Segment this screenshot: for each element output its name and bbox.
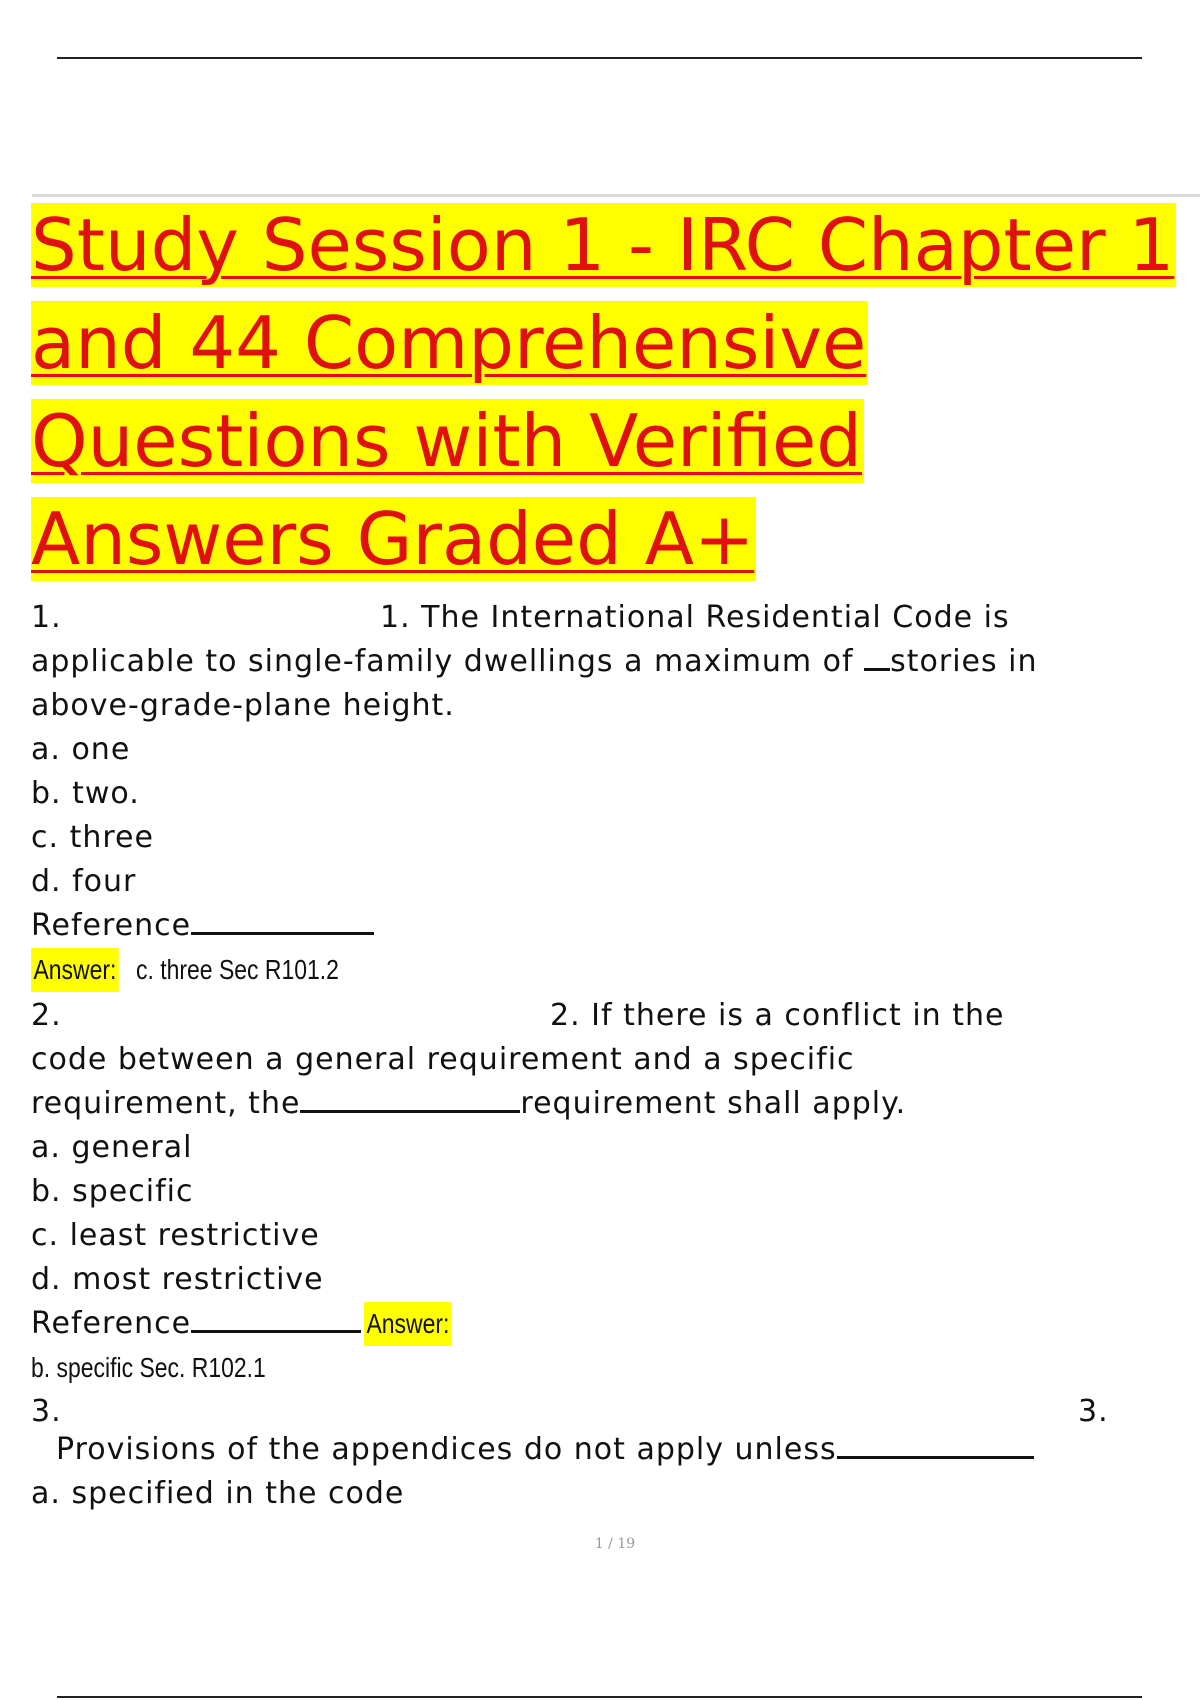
question-2-lead: 2. If there is a conflict in the bbox=[550, 998, 1005, 1033]
answer-blank bbox=[837, 1430, 1034, 1459]
title-line-1: Study Session 1 - IRC Chapter 1 bbox=[31, 203, 1175, 287]
title-line-2: and 44 Comprehensive bbox=[31, 301, 867, 385]
top-rule bbox=[57, 57, 1142, 59]
question-1-answer bbox=[31, 948, 384, 992]
question-3-number: 3. bbox=[31, 1394, 62, 1429]
reference-blank bbox=[191, 906, 374, 935]
question-1-option-c: c. three bbox=[31, 820, 154, 855]
question-1-lead: 1. The International Residential Code is bbox=[380, 600, 1010, 635]
answer-label: Answer: bbox=[31, 948, 119, 992]
document-title bbox=[31, 200, 1191, 592]
question-2-answer bbox=[31, 1346, 317, 1390]
question-2-option-b: b. specific bbox=[31, 1174, 194, 1209]
question-2-option-a: a. general bbox=[31, 1130, 193, 1165]
reference-blank bbox=[191, 1304, 361, 1333]
question-1-reference: Reference bbox=[31, 904, 374, 948]
question-1-option-b: b. two. bbox=[31, 776, 140, 811]
question-1-number: 1. bbox=[31, 600, 62, 635]
question-2-number: 2. bbox=[31, 998, 62, 1033]
question-3-lead: Provisions of the appendices do not apply unless bbox=[56, 1428, 1034, 1472]
question-2-option-c: c. least restrictive bbox=[31, 1218, 320, 1253]
question-3-option-a: a. specified in the code bbox=[31, 1476, 405, 1511]
answer-blank bbox=[300, 1084, 520, 1113]
title-line-4: Answers Graded A+ bbox=[31, 497, 755, 581]
question-2-line-2: code between a general requirement and a specific bbox=[31, 1042, 855, 1077]
question-1-line-2: applicable to single-family dwellings a maximum of stories in bbox=[31, 644, 1038, 679]
page-number: 1 / 19 bbox=[594, 1536, 636, 1552]
answer-text: b. specific Sec. R102.1 bbox=[31, 1352, 266, 1383]
title-separator bbox=[32, 194, 1200, 197]
answer-blank bbox=[864, 642, 890, 671]
answer-label: Answer: bbox=[364, 1302, 452, 1346]
question-2-option-d: d. most restrictive bbox=[31, 1262, 324, 1297]
question-1-option-d: d. four bbox=[31, 864, 137, 899]
question-1-option-a: a. one bbox=[31, 732, 131, 767]
question-1-line-3: above-grade-plane height. bbox=[31, 688, 455, 723]
answer-text: c. three Sec R101.2 bbox=[136, 954, 340, 985]
title-line-3: Questions with Verified bbox=[31, 399, 862, 483]
bottom-rule bbox=[57, 1696, 1142, 1698]
question-3-number-right: 3. bbox=[1078, 1394, 1109, 1429]
question-2-line-3: requirement, the requirement shall apply. bbox=[31, 1086, 907, 1121]
question-2-reference: Reference Answer: bbox=[31, 1302, 471, 1346]
